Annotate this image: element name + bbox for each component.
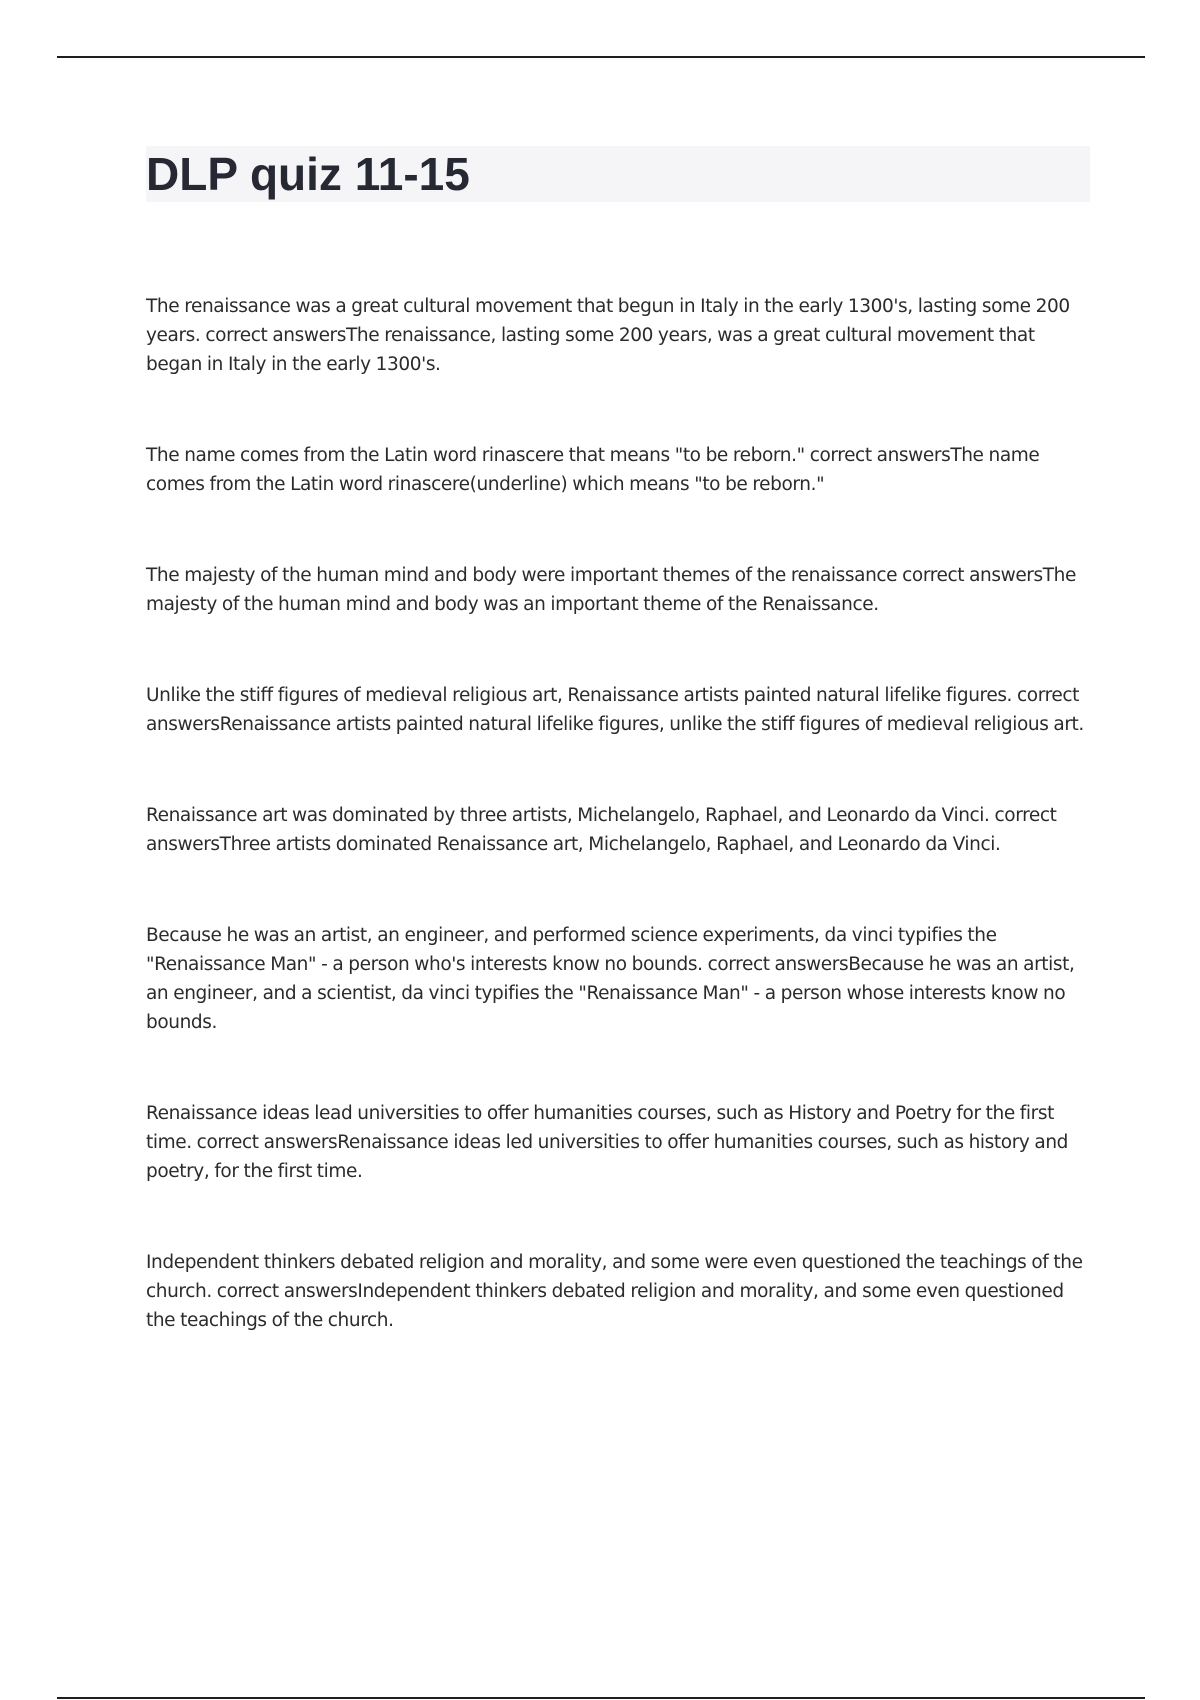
question-text: Because he was an artist, an engineer, and performed science experiments, da vinci typifies the "Renaissance Man" - a person who's interests know no bounds. <box>146 925 997 975</box>
qa-item <box>146 441 1090 499</box>
answer-label: correct answers <box>216 1281 358 1302</box>
answer-label: correct answers <box>902 565 1043 586</box>
answer-label: correct answers <box>196 1132 338 1153</box>
bottom-divider <box>57 1697 1145 1699</box>
qa-list <box>146 292 1090 1335</box>
qa-item <box>146 292 1090 379</box>
answer-label: correct answers <box>809 445 951 466</box>
answer-text: Because he was an artist, an engineer, and a scientist, da vinci typifies the "Renaissance Man" - a person whose interests know no bounds. <box>146 954 1075 1033</box>
answer-text: Renaissance ideas led universities to offer humanities courses, such as history and poetry, for the first time. <box>146 1132 1069 1182</box>
question-text: Unlike the stiff figures of medieval religious art, Renaissance artists painted natural lifelike figures. <box>146 685 1013 706</box>
qa-item <box>146 1248 1090 1335</box>
qa-item <box>146 681 1090 739</box>
qa-item <box>146 801 1090 859</box>
qa-item <box>146 1099 1090 1186</box>
answer-text: Three artists dominated Renaissance art, Michelangelo, Raphael, and Leonardo da Vinci. <box>219 834 1001 855</box>
answer-label: correct answers <box>146 685 1080 735</box>
qa-item <box>146 561 1090 619</box>
question-text: Independent thinkers debated religion and morality, and some were even questioned the teachings of the church. <box>146 1252 1083 1302</box>
qa-item <box>146 921 1090 1037</box>
answer-text: The majesty of the human mind and body was an important theme of the Renaissance. <box>146 565 1076 615</box>
question-text: The majesty of the human mind and body were important themes of the renaissance <box>146 565 898 586</box>
question-text: The renaissance was a great cultural movement that begun in Italy in the early 1300's, lasting some 200 years. <box>146 296 1070 346</box>
answer-text: The name comes from the Latin word rinascere(underline) which means "to be reborn." <box>146 445 1040 495</box>
answer-label: correct answers <box>707 954 849 975</box>
top-divider <box>57 56 1145 58</box>
answer-text: Independent thinkers debated religion and morality, and some even questioned the teachings of the church. <box>146 1281 1064 1331</box>
question-text: Renaissance ideas lead universities to offer humanities courses, such as History and Poetry for the first time. <box>146 1103 1054 1153</box>
answer-text: The renaissance, lasting some 200 years, was a great cultural movement that began in Italy in the early 1300's. <box>146 325 1035 375</box>
page-title: DLP quiz 11-15 <box>146 148 470 200</box>
question-text: Renaissance art was dominated by three artists, Michelangelo, Raphael, and Leonardo da Vinci. <box>146 805 990 826</box>
answer-text: Renaissance artists painted natural lifelike figures, unlike the stiff figures of medieval religious art. <box>219 714 1084 735</box>
answer-label: correct answers <box>146 805 1057 855</box>
answer-label: correct answers <box>205 325 347 346</box>
question-text: The name comes from the Latin word rinascere that means "to be reborn." <box>146 445 805 466</box>
